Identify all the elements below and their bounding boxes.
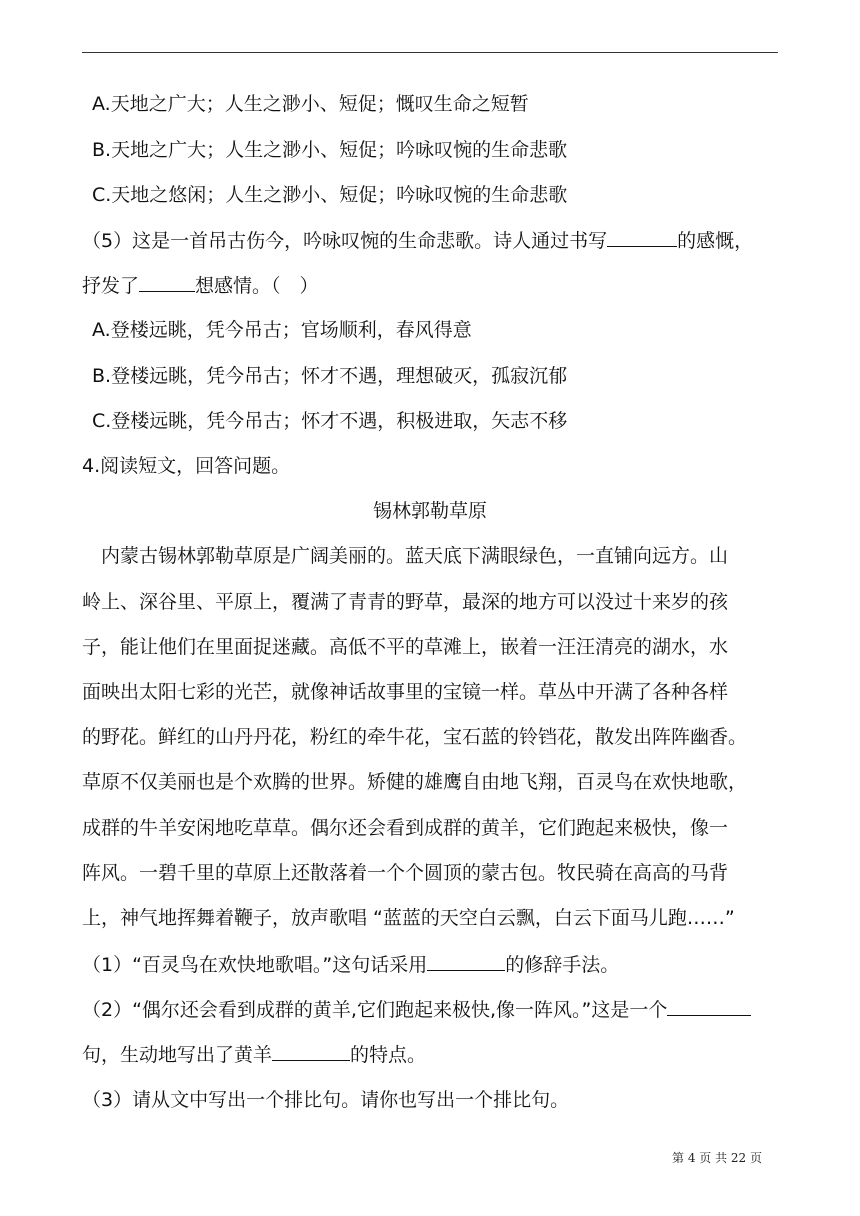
option-b: B.天地之广大；人生之渺小、短促；吟咏叹惋的生命悲歌 xyxy=(92,139,568,161)
option-c: C.天地之悠闲；人生之渺小、短促；吟咏叹惋的生命悲歌 xyxy=(92,184,568,206)
passage-line: 成群的牛羊安闲地吃草草。偶尔还会看到成群的黄羊，它们跑起来极快，像一 xyxy=(82,817,729,839)
sub-question-text: （2）“偶尔还会看到成群的黄羊,它们跑起来极快,像一阵风。”这是一个 xyxy=(82,999,668,1021)
option-c: C.登楼远眺，凭今吊古；怀才不遇，积极进取，矢志不移 xyxy=(92,410,568,432)
question-4-prompt: 4.阅读短文，回答问题。 xyxy=(82,455,291,477)
passage-line: 岭上、深谷里、平原上，覆满了青青的野草，最深的地方可以没过十来岁的孩 xyxy=(82,591,729,613)
question-5-text: （5）这是一首吊古伤今，吟咏叹惋的生命悲歌。诗人通过书写 xyxy=(82,230,608,252)
answer-blank[interactable] xyxy=(427,952,505,971)
passage-title: 锡林郭勒草原 xyxy=(372,500,487,522)
answer-blank[interactable] xyxy=(139,273,195,292)
sub-question-text: 句，生动地写出了黄羊 xyxy=(82,1044,273,1066)
sub-question-1 xyxy=(82,952,619,977)
sub-question-text: 的特点。 xyxy=(350,1044,427,1066)
answer-blank[interactable] xyxy=(272,1042,350,1061)
question-5-text: 抒发了 xyxy=(82,275,140,297)
passage-line: 面映出太阳七彩的光芒，就像神话故事里的宝镜一样。草丛中开满了各种各样 xyxy=(82,681,729,703)
passage-line: 子，能让他们在里面捉迷藏。高低不平的草滩上，嵌着一汪汪清亮的湖水，水 xyxy=(82,636,729,658)
option-a: A.登楼远眺，凭今吊古；官场顺利，春风得意 xyxy=(92,319,472,341)
page-number: 第 4 页 共 22 页 xyxy=(672,1151,762,1165)
sub-question-3: （3）请从文中写出一个排比句。请你也写出一个排比句。 xyxy=(82,1089,570,1111)
sub-question-2-line-2 xyxy=(82,1042,426,1067)
passage-line: 的野花。鲜红的山丹丹花，粉红的牵牛花，宝石蓝的铃铛花，散发出阵阵幽香。 xyxy=(82,726,748,748)
answer-blank[interactable] xyxy=(607,228,677,247)
passage-line: 阵风。一碧千里的草原上还散落着一个个圆顶的蒙古包。牧民骑在高高的马背 xyxy=(82,862,729,884)
question-5-text: 想感情。（ ） xyxy=(195,275,319,297)
question-5-line-1 xyxy=(82,228,753,253)
header-rule xyxy=(82,52,778,53)
option-a: A.天地之广大；人生之渺小、短促；慨叹生命之短暂 xyxy=(92,93,529,115)
question-5-text: 的感慨， xyxy=(677,230,754,252)
question-5-line-2 xyxy=(82,273,319,298)
sub-question-text: （1）“百灵鸟在欢快地歌唱。”这句话采用 xyxy=(82,954,428,976)
sub-question-2-line-1 xyxy=(82,997,751,1022)
passage-line: 上，神气地挥舞着鞭子，放声歌唱 “蓝蓝的天空白云飘，白云下面马儿跑……” xyxy=(82,907,735,929)
passage-line: 内蒙古锡林郭勒草原是广阔美丽的。蓝天底下满眼绿色，一直铺向远方。山 xyxy=(82,545,729,567)
option-b: B.登楼远眺，凭今吊古；怀才不遇，理想破灭，孤寂沉郁 xyxy=(92,365,568,387)
sub-question-text: 的修辞手法。 xyxy=(505,954,620,976)
passage-line: 草原不仅美丽也是个欢腾的世界。矫健的雄鹰自由地飞翔，百灵鸟在欢快地歌， xyxy=(82,771,748,793)
answer-blank[interactable] xyxy=(667,997,751,1016)
